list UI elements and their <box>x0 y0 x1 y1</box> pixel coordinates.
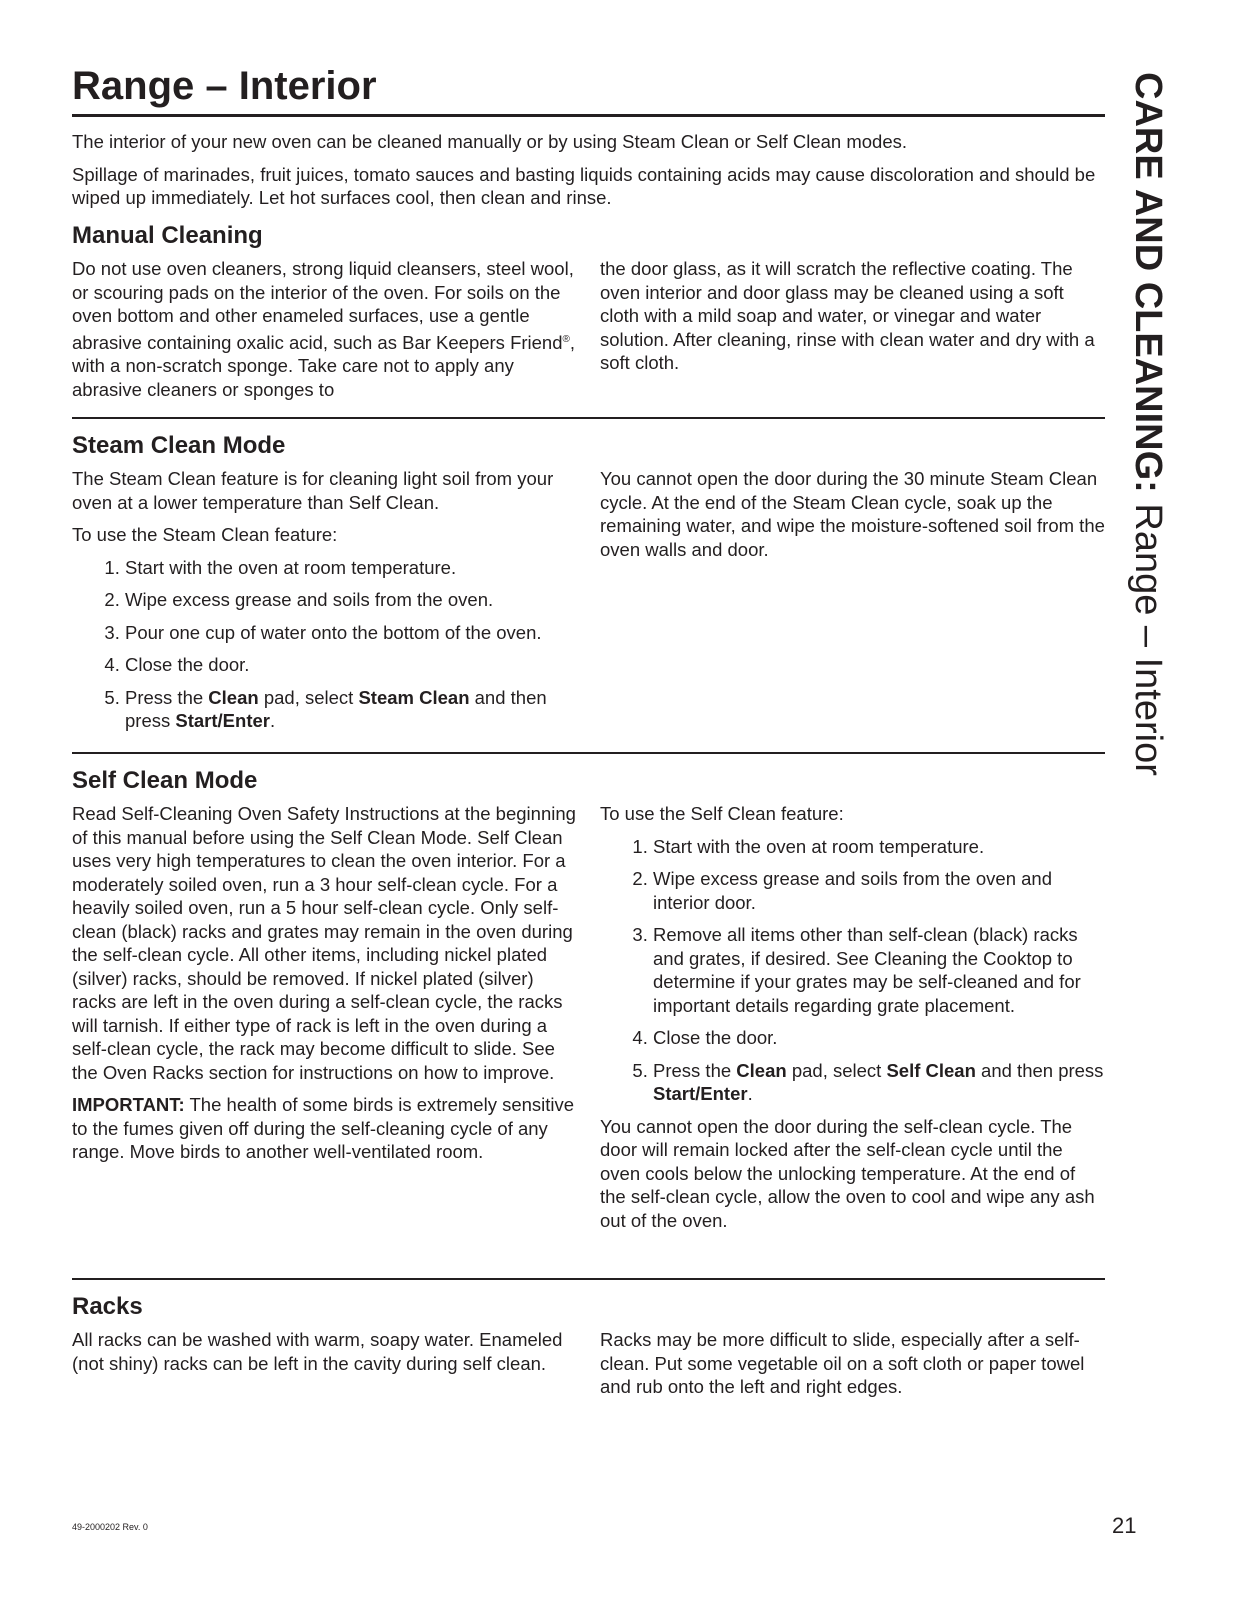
steam-clean-heading: Steam Clean Mode <box>72 432 286 459</box>
list-item: 3. Pour one cup of water onto the bottom of the oven. <box>125 621 577 645</box>
manual-right-text: the door glass, as it will scratch the reflective coating. The oven interior and door glass may be cleaned using a soft cloth with a mild soap and water, or vinegar and water solution. After cleaning, rinse with clean water and dry with a soft cloth. <box>600 258 1095 373</box>
manual-left-column <box>72 257 577 410</box>
list-item: 4. Close the door. <box>653 1026 1105 1050</box>
steam-paragraph-1: The Steam Clean feature is for cleaning light soil from your oven at a lower temperature than Self Clean. <box>72 468 554 513</box>
self-right-intro: To use the Self Clean feature: <box>600 803 844 824</box>
steam-right-column <box>600 467 1105 742</box>
manual-cleaning-heading: Manual Cleaning <box>72 222 263 249</box>
list-item: 1. Start with the oven at room temperature. <box>653 835 1105 859</box>
manual-left-text: Do not use oven cleaners, strong liquid cleansers, steel wool, or scouring pads on the interior of the oven. For soils on the oven bottom and other enameled surfaces, use a gentle abrasive containing oxalic acid, such as Bar Keepers Friend®, with a non-scratch sponge. Take care not to apply any abrasive cleaners or sponges to <box>72 258 576 400</box>
list-item: 4. Close the door. <box>125 653 577 677</box>
list-item: 2. Wipe excess grease and soils from the oven and interior door. <box>653 867 1105 914</box>
section-divider <box>72 417 1105 419</box>
section-divider <box>72 752 1105 754</box>
manual-cleaning-section <box>72 221 1105 410</box>
list-item: 1. Start with the oven at room temperature. <box>125 556 577 580</box>
important-label: IMPORTANT: <box>72 1094 185 1115</box>
intro <box>72 130 1102 219</box>
racks-left-column <box>72 1328 577 1408</box>
self-left-column <box>72 802 577 1241</box>
steam-clean-section <box>72 431 1105 742</box>
section-divider <box>72 1278 1105 1280</box>
self-steps-list <box>600 835 1105 1106</box>
title-divider <box>72 114 1105 117</box>
registered-mark: ® <box>562 333 570 345</box>
list-item: 5. Press the Clean pad, select Self Clean and then press Start/Enter. <box>653 1059 1105 1106</box>
list-item: 2. Wipe excess grease and soils from the oven. <box>125 588 577 612</box>
steam-steps-list <box>72 556 577 733</box>
page-number: 21 <box>1112 1513 1137 1538</box>
steam-right-text: You cannot open the door during the 30 minute Steam Clean cycle. At the end of the Steam Clean cycle, soak up the remaining water, and wipe the moisture-softened soil from the oven walls and door. <box>600 468 1105 560</box>
self-clean-heading: Self Clean Mode <box>72 767 258 794</box>
manual-right-column <box>600 257 1105 410</box>
steam-left-column <box>72 467 577 742</box>
intro-paragraph-2: Spillage of marinades, fruit juices, tomato sauces and basting liquids containing acids may cause discoloration and should be wiped up immediately. Let hot surfaces cool, then clean and rinse. <box>72 163 1096 208</box>
intro-paragraph-1: The interior of your new oven can be cleaned manually or by using Steam Clean or Self Clean modes. <box>72 131 908 152</box>
list-item: 3. Remove all items other than self-clean (black) racks and grates, if desired. See Cleaning the Cooktop to determine if your grates may be self-cleaned and for important details regarding grate placement. <box>653 923 1105 1017</box>
side-section-tab <box>1120 72 1180 812</box>
list-item: 5. Press the Clean pad, select Steam Clean and then press Start/Enter. <box>125 686 577 733</box>
racks-left-text: All racks can be washed with warm, soapy water. Enameled (not shiny) racks can be left in the cavity during self clean. <box>72 1329 563 1374</box>
side-tab-light: Range – Interior <box>1127 492 1169 776</box>
self-right-outro: You cannot open the door during the self-clean cycle. The door will remain locked after the self-clean cycle until the oven cools below the unlocking temperature. At the end of the self-clean cycle, allow the oven to cool and wipe any ash out of the oven. <box>600 1115 1095 1231</box>
side-tab-bold: CARE AND CLEANING: <box>1127 72 1169 493</box>
racks-right-text: Racks may be more difficult to slide, especially after a self-clean. Put some vegetable oil on a soft cloth or paper towel and rub onto the left and right edges. <box>600 1329 1085 1397</box>
self-clean-section <box>72 766 1105 1241</box>
self-right-column <box>600 802 1105 1241</box>
steam-paragraph-2: To use the Steam Clean feature: <box>72 524 338 545</box>
important-note: IMPORTANT: The health of some birds is extremely sensitive to the fumes given off during the self-cleaning cycle of any range. Move birds to another well-ventilated room. <box>72 1094 575 1162</box>
racks-heading: Racks <box>72 1293 143 1320</box>
racks-right-column <box>600 1328 1105 1408</box>
racks-section <box>72 1292 1105 1408</box>
document-code: 49-2000202 Rev. 0 <box>72 1522 148 1532</box>
self-paragraph-1: Read Self-Cleaning Oven Safety Instructions at the beginning of this manual before using the Self Clean Mode. Self Clean uses very high temperatures to clean the oven interior. For a moderately soiled oven, run a 3 hour self-clean cycle. For a heavily soiled oven, run a 5 hour self-clean cycle. Only self-clean (black) racks and grates may remain in the oven during the self-clean cycle. All other items, including nickel plated (silver) racks, should be removed. If nickel plated (silver) racks are left in the oven during a self-clean cycle, the racks will tarnish. If either type of rack is left in the oven during a self-clean cycle, the rack may become difficult to slide. See the Oven Racks section for instructions on how to improve. <box>72 803 576 1083</box>
page-title: Range – Interior <box>72 64 377 108</box>
side-tab-text <box>1120 72 1176 776</box>
